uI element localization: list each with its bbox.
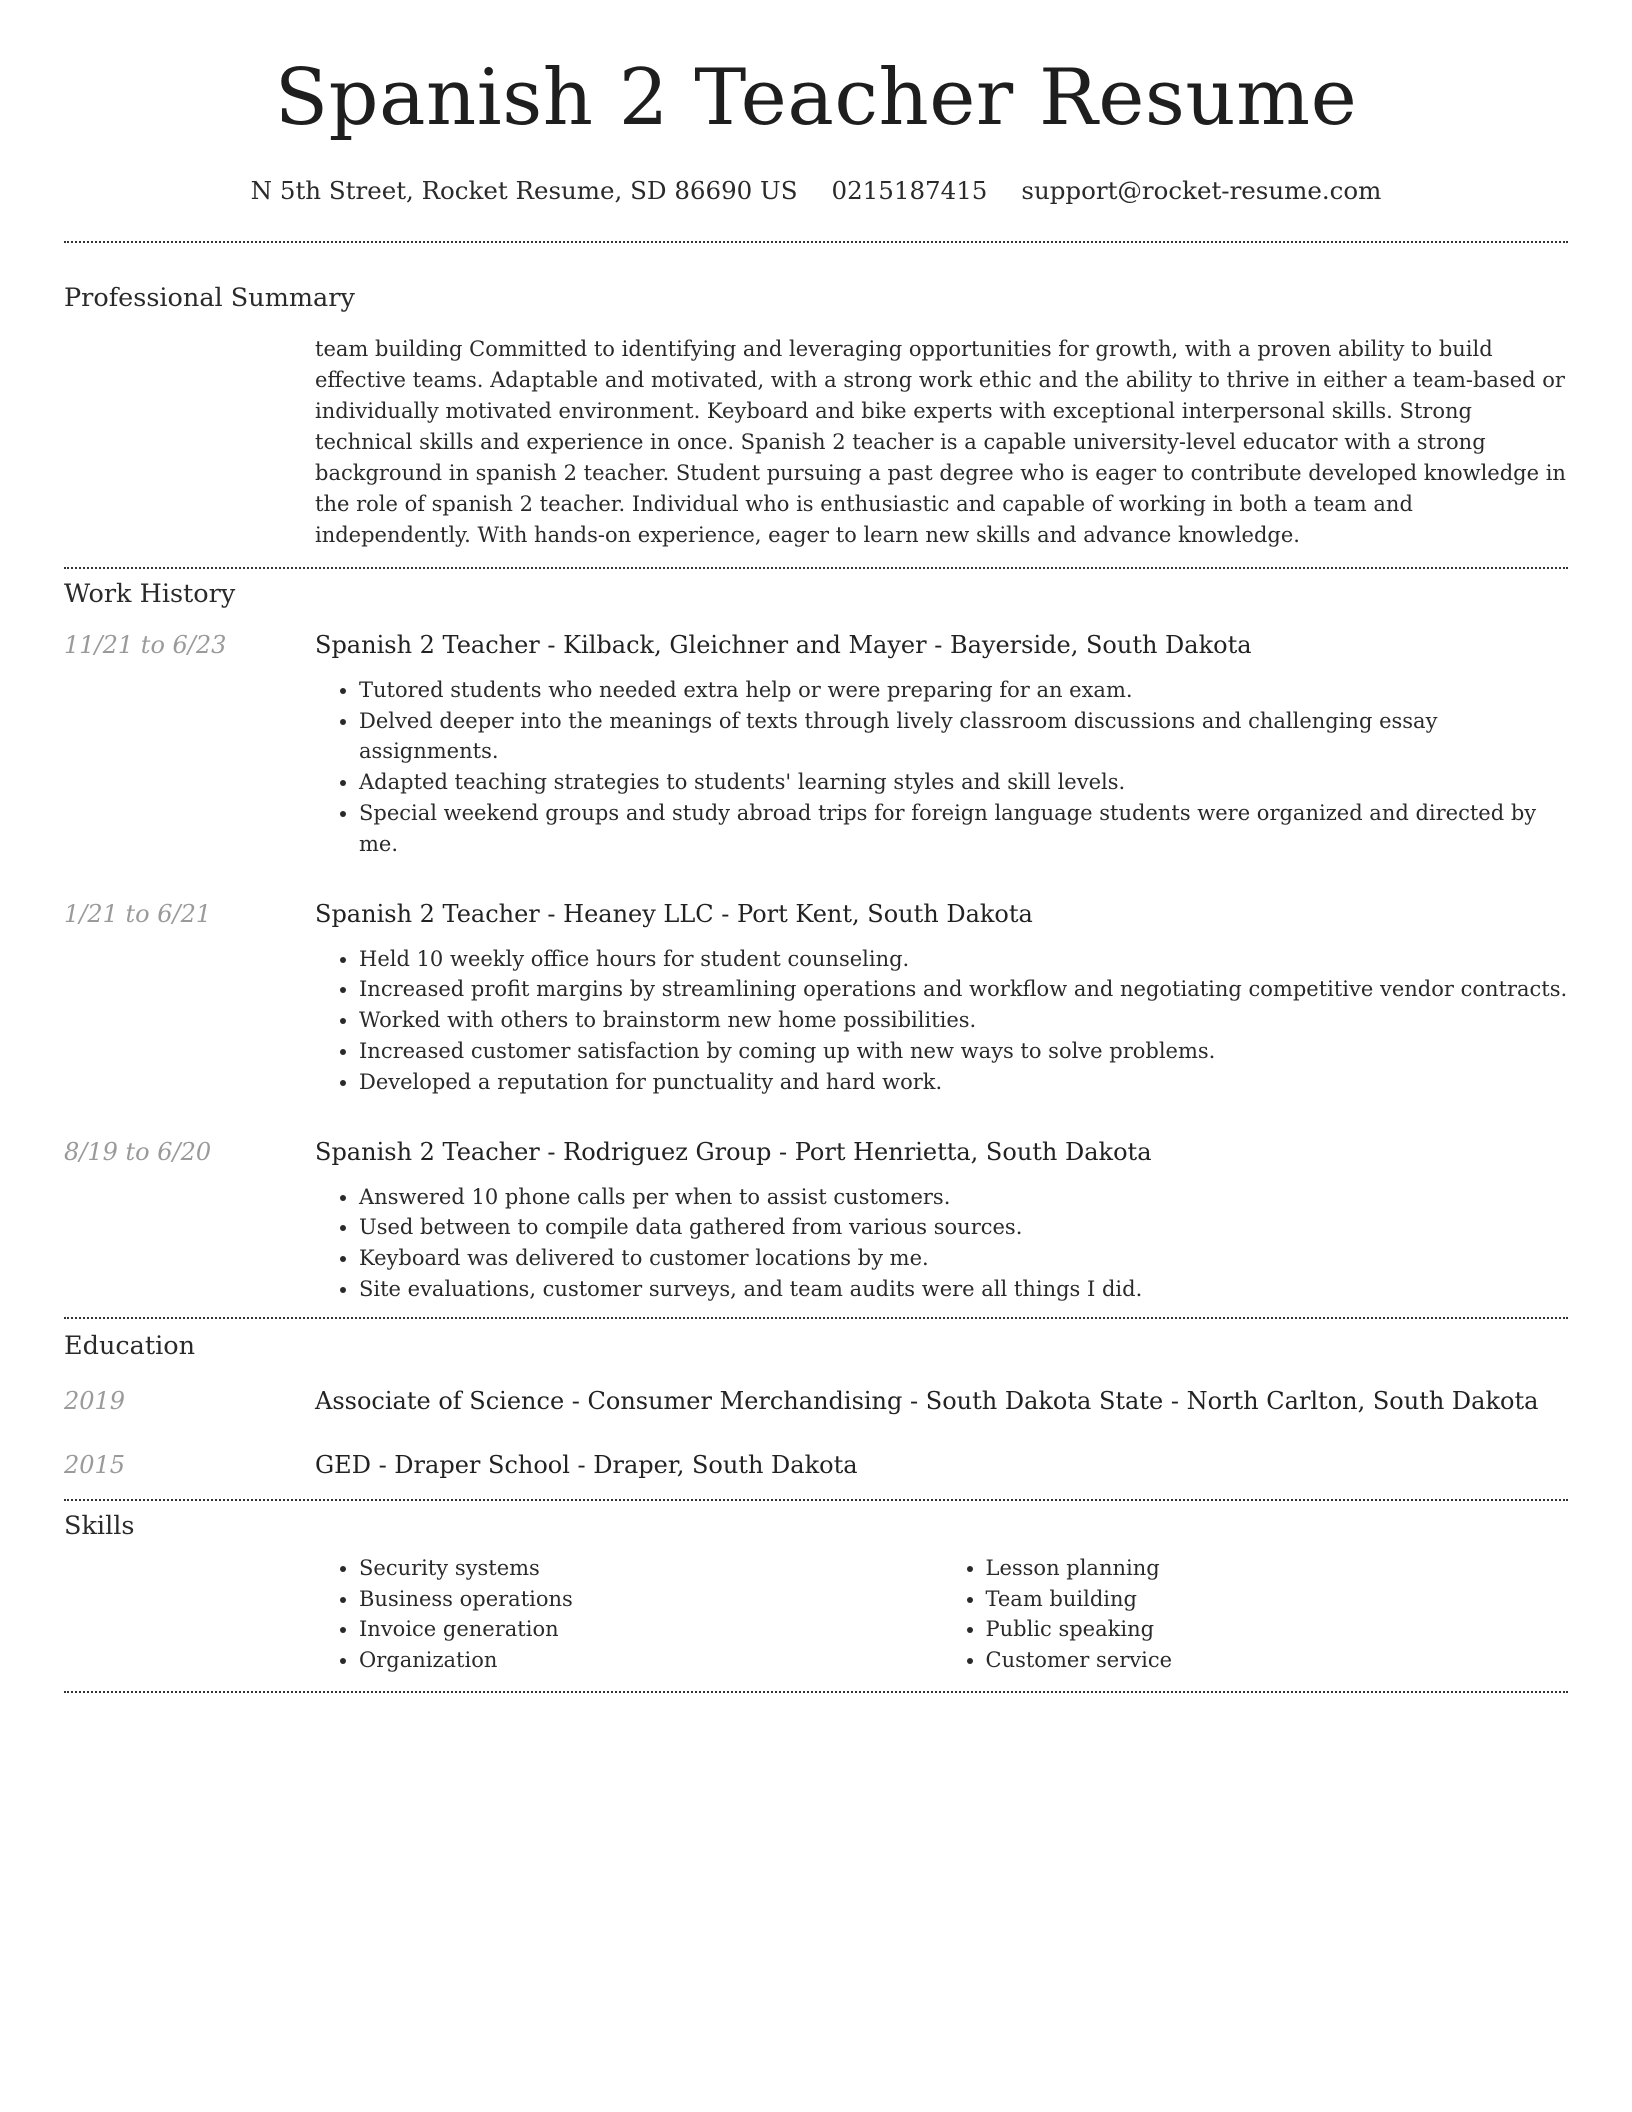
education-entry (64, 1451, 1568, 1479)
job-bullet: • Increased profit margins by streamlining operations and workflow and negotiating competitive vendor contracts. (359, 974, 1568, 1005)
education-degree: GED (315, 1450, 371, 1479)
job-bullet: • Special weekend groups and study abroad trips for foreign language students were organized and directed by me. (359, 798, 1568, 860)
skills-section (315, 1553, 1568, 1676)
job-heading: Spanish 2 Teacher - Heaney LLC - Port Kent, South Dakota (315, 899, 1033, 928)
job-bullet: • Answered 10 phone calls per when to assist customers. (359, 1182, 1568, 1213)
job-bullet: • Site evaluations, customer surveys, and team audits were all things I did. (359, 1274, 1568, 1305)
education-heading (315, 1451, 858, 1479)
section-divider (64, 1317, 1568, 1319)
education-heading: Education (64, 1330, 196, 1361)
job-bullet: • Keyboard was delivered to customer locations by me. (359, 1243, 1568, 1274)
contact-line (0, 176, 1632, 205)
education-year: 2015 (64, 1450, 126, 1479)
education-degree: Associate of Science - Consumer Merchandising (315, 1386, 903, 1415)
skill-item: • Team building (986, 1584, 1569, 1615)
education-year: 2019 (64, 1386, 126, 1415)
work-history-list (0, 631, 1632, 1305)
skill-item: • Organization (359, 1645, 942, 1676)
summary-section (315, 334, 1568, 551)
job-heading: Spanish 2 Teacher - Rodriguez Group - Port Henrietta, South Dakota (315, 1137, 1152, 1166)
skill-item: • Security systems (359, 1553, 942, 1584)
job-bullets (315, 944, 1568, 1098)
job-bullet: • Delved deeper into the meanings of texts through lively classroom discussions and challenging essay assignments. (359, 706, 1568, 768)
education-school: - South Dakota State - North Carlton, South Dakota (902, 1386, 1539, 1415)
job-bullet: • Developed a reputation for punctuality and hard work. (359, 1067, 1568, 1098)
job-bullet: • Worked with others to brainstorm new home possibilities. (359, 1005, 1568, 1036)
job-bullets (315, 1182, 1568, 1305)
job-bullets (315, 675, 1568, 860)
work-details (315, 1138, 1568, 1305)
work-dates: 11/21 to 6/23 (64, 630, 227, 659)
job-bullet: • Tutored students who needed extra help or were preparing for an exam. (359, 675, 1568, 706)
skills-column-right (942, 1553, 1569, 1676)
skill-item: • Customer service (986, 1645, 1569, 1676)
work-details (315, 900, 1568, 1098)
education-list (0, 1387, 1632, 1479)
work-details (315, 631, 1568, 860)
summary-heading: Professional Summary (64, 282, 355, 313)
skills-heading: Skills (64, 1510, 135, 1541)
education-entry (64, 1387, 1568, 1415)
work-dates: 1/21 to 6/21 (64, 899, 212, 928)
job-bullet: • Used between to compile data gathered from various sources. (359, 1212, 1568, 1243)
skill-item: • Invoice generation (359, 1614, 942, 1645)
education-school: - Draper School - Draper, South Dakota (370, 1450, 858, 1479)
skill-item: • Lesson planning (986, 1553, 1569, 1584)
education-heading (315, 1387, 1538, 1415)
section-divider (64, 241, 1568, 243)
section-divider (64, 1691, 1568, 1693)
job-bullet: • Adapted teaching strategies to students' learning styles and skill levels. (359, 767, 1568, 798)
work-entry (64, 1138, 1568, 1305)
job-heading: Spanish 2 Teacher - Kilback, Gleichner and Mayer - Bayerside, South Dakota (315, 630, 1252, 659)
contact-phone: 0215187415 (831, 175, 988, 205)
job-bullet: • Increased customer satisfaction by coming up with new ways to solve problems. (359, 1036, 1568, 1067)
skills-column-left (315, 1553, 942, 1676)
section-divider (64, 1499, 1568, 1501)
skill-item: • Public speaking (986, 1614, 1569, 1645)
contact-email: support@rocket-resume.com (1021, 175, 1382, 205)
job-bullet: • Held 10 weekly office hours for student counseling. (359, 944, 1568, 975)
contact-address: N 5th Street, Rocket Resume, SD 86690 US (250, 175, 798, 205)
summary-text: team building Committed to identifying and leveraging opportunities for growth, with a proven ability to build effective teams. Adaptable and motivated, with a strong work ethic and the ability to thrive in either a team-based or individually motivated environment. Keyboard and bike experts with exceptional interpersonal skills. Strong technical skills and experience in once. Spanish 2 teacher is a capable university-level educator with a strong background in spanish 2 teacher. Student pursuing a past degree who is eager to contribute developed knowledge in the role of spanish 2 teacher. Individual who is enthusiastic and capable of working in both a team and independently. With hands-on experience, eager to learn new skills and advance knowledge. (315, 336, 1566, 547)
skill-item: • Business operations (359, 1584, 942, 1615)
section-divider (64, 567, 1568, 569)
work-entry (64, 631, 1568, 860)
resume-title: Spanish 2 Teacher Resume (274, 53, 1358, 143)
work-dates: 8/19 to 6/20 (64, 1137, 212, 1166)
work-history-heading: Work History (64, 578, 236, 609)
work-entry (64, 900, 1568, 1098)
